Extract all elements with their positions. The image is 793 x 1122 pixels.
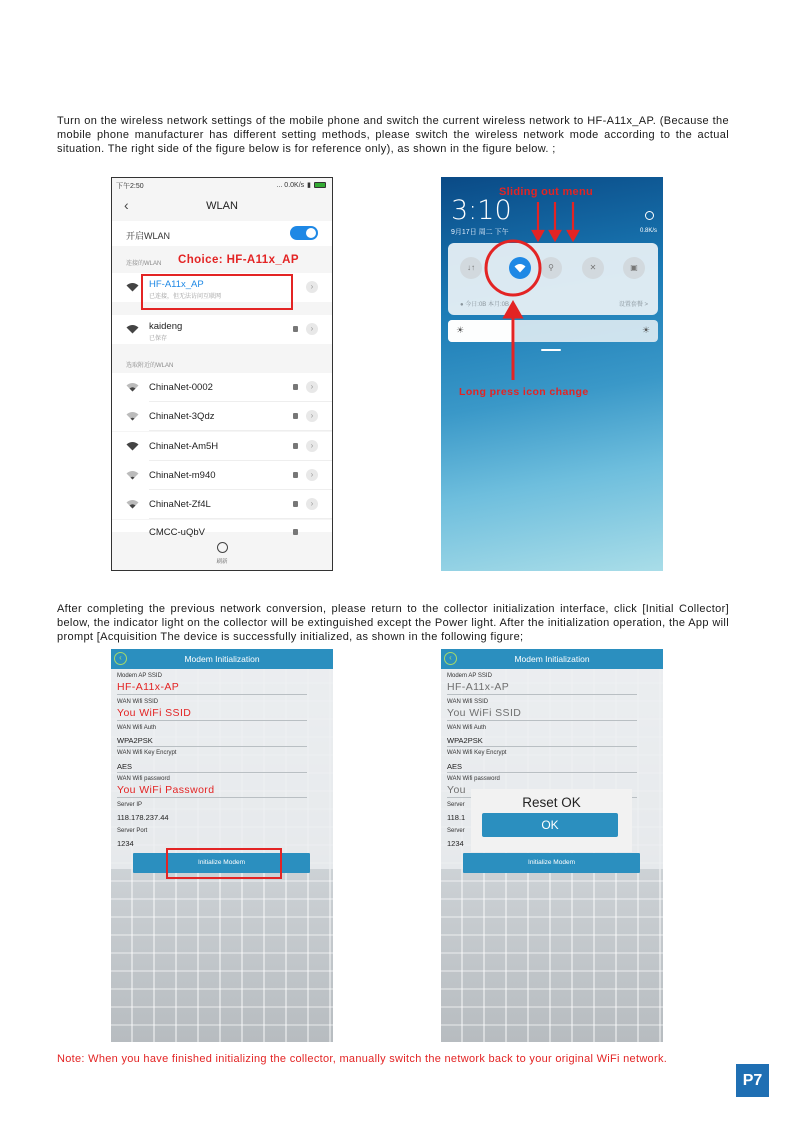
wan-auth-input[interactable]: WPA2PSK xyxy=(447,736,637,747)
lock-icon xyxy=(293,443,298,449)
lock-icon xyxy=(293,413,298,419)
chevron-right-icon[interactable]: › xyxy=(306,281,318,293)
network-status: 已连接，但无法访问互联网 xyxy=(149,294,222,300)
screen-title: WLAN xyxy=(206,200,238,212)
back-icon[interactable]: ‹ xyxy=(444,652,457,665)
network-row-nearby[interactable] xyxy=(112,461,332,490)
field-label: WAN Wifi password xyxy=(447,776,500,782)
arrow-down-icon xyxy=(550,231,560,240)
wlan-toggle-row[interactable] xyxy=(112,221,332,246)
field-label: Server IP xyxy=(117,802,143,808)
network-name: ChinaNet-Am5H xyxy=(149,441,219,452)
intro-paragraph: Turn on the wireless network settings of the mobile phone and switch the current wireless network to HF-A11x_AP. (Because the mobile phone manufacturer has different setting methods, please switch the wireless network mode according to the actual situation. The right side of the figure below is for reference only), as shown in the figure below. ; xyxy=(57,115,729,155)
chevron-right-icon[interactable]: › xyxy=(306,469,318,481)
connected-network-highlight xyxy=(141,274,293,310)
initialize-button-highlight xyxy=(166,848,282,879)
dialog-title: Reset OK xyxy=(522,795,581,810)
plan-settings-link[interactable]: 设置套餐 > xyxy=(618,302,648,308)
initialization-paragraph: After completing the previous network conversion, please return to the collector initialization interface, click [Initial Collector] below, the indicator light on the collector will be extinguished except the Power light. After the initialization operation, the App will prompt [Acquisition The device is successfully initialized, as shown in the following figure; xyxy=(57,603,729,643)
network-row-nearby[interactable] xyxy=(112,432,332,461)
wifi-icon xyxy=(126,499,139,509)
network-name: ChinaNet-0002 xyxy=(149,382,213,393)
annotation-overlay xyxy=(441,177,663,571)
network-name: kaideng xyxy=(149,321,183,332)
page-number-badge: P7 xyxy=(736,1064,769,1097)
sliding-menu-annotation: Sliding out menu xyxy=(499,186,594,198)
dialog-ok-button[interactable]: OK xyxy=(482,813,618,837)
field-label: WAN Wifi Key Encrypt xyxy=(447,750,507,756)
lock-icon xyxy=(293,384,298,390)
status-net-speed: ... 0.0K/s xyxy=(276,181,305,189)
field-label: Modem AP SSID xyxy=(117,673,162,679)
network-row-nearby[interactable] xyxy=(112,490,332,519)
footer-note: Note: When you have finished initializing the collector, manually switch the network back to your original WiFi network. xyxy=(57,1053,668,1065)
modem-ap-ssid-input[interactable]: HF-A11x-AP xyxy=(447,681,637,695)
network-row-nearby[interactable] xyxy=(112,373,332,402)
initialize-modem-button[interactable]: Initialize Modem xyxy=(463,853,640,873)
network-row-saved[interactable] xyxy=(112,315,332,344)
screenshot-toggle-icon[interactable]: ▣ xyxy=(623,257,645,279)
highlight-circle xyxy=(486,241,540,295)
sun-icon: ☀ xyxy=(641,325,650,335)
wifi-icon xyxy=(126,411,139,421)
wan-password-input[interactable]: You WiFi Password xyxy=(117,784,307,798)
data-usage-text: ● 今日:0B 本月:0B xyxy=(460,302,509,308)
modem-init-screen-before xyxy=(111,649,333,1042)
chevron-right-icon[interactable]: › xyxy=(306,410,318,422)
field-label: WAN Wifi SSID xyxy=(117,699,159,705)
modem-ap-ssid-input[interactable]: HF-A11x-AP xyxy=(117,681,307,695)
status-bar-right xyxy=(277,181,326,189)
chevron-right-icon[interactable]: › xyxy=(306,381,318,393)
wan-ssid-input[interactable]: You WiFi SSID xyxy=(117,707,307,721)
refresh-button[interactable] xyxy=(112,542,332,565)
lock-icon xyxy=(293,501,298,507)
lock-date: 9月17日 周二 下午 xyxy=(451,229,509,236)
wifi-icon xyxy=(126,441,139,451)
sun-icon: ☀ xyxy=(456,325,465,335)
app-header-title: Modem Initialization xyxy=(184,654,260,664)
arrow-up-icon xyxy=(505,303,521,317)
chevron-right-icon[interactable]: › xyxy=(306,440,318,452)
field-label: WAN Wifi Auth xyxy=(447,725,487,731)
wlan-toggle-label: 开启WLAN xyxy=(126,231,171,241)
lock-icon xyxy=(293,529,298,535)
app-header-title: Modem Initialization xyxy=(514,654,590,664)
field-label: Server Port xyxy=(117,828,148,834)
control-center-screenshot xyxy=(441,177,663,571)
arrow-down-icon xyxy=(568,231,578,240)
initialize-modem-button[interactable]: Initialize Modem xyxy=(133,853,310,873)
field-label: WAN Wifi SSID xyxy=(447,699,489,705)
data-toggle-icon[interactable]: ↓↑ xyxy=(460,257,482,279)
choice-annotation: Choice: HF-A11x_AP xyxy=(178,254,299,266)
wan-ssid-input[interactable]: You WiFi SSID xyxy=(447,707,637,721)
network-status: 已保存 xyxy=(149,336,168,342)
down-arrows xyxy=(533,202,578,240)
app-header xyxy=(441,649,663,669)
refresh-icon xyxy=(217,542,228,553)
connected-section-header: 连接的WLAN xyxy=(126,261,162,267)
network-name: HF-A11x_AP xyxy=(149,279,204,290)
lock-icon xyxy=(293,472,298,478)
server-port-input[interactable]: 1234 xyxy=(117,839,134,848)
long-press-annotation: Long press icon change xyxy=(459,386,589,398)
refresh-label: 刷新 xyxy=(216,559,228,565)
status-net-speed: 0.8K/s xyxy=(639,228,657,234)
battery-icon xyxy=(314,182,326,188)
status-time: 下午2:50 xyxy=(116,183,144,190)
signal-icon: ▮ xyxy=(307,182,311,189)
up-arrow xyxy=(505,303,521,380)
flashlight-toggle-icon[interactable]: ⚲ xyxy=(540,257,562,279)
network-name: ChinaNet-3Qdz xyxy=(149,411,215,422)
field-label: WAN Wifi Key Encrypt xyxy=(117,750,177,756)
server-ip-input[interactable]: 118.178.237.44 xyxy=(117,813,169,822)
wlan-settings-screenshot xyxy=(111,177,333,571)
field-label: WAN Wifi password xyxy=(117,776,170,782)
wan-encrypt-input[interactable]: AES xyxy=(117,762,307,773)
wifi-icon xyxy=(126,382,139,392)
lock-clock: 3:10 xyxy=(451,195,512,226)
modem-init-screen-after xyxy=(441,649,663,1042)
back-icon[interactable]: ‹ xyxy=(114,652,127,665)
field-label: Modem AP SSID xyxy=(447,673,492,679)
app-header xyxy=(111,649,333,669)
network-row-nearby[interactable] xyxy=(112,520,332,538)
network-name: CMCC-uQbV xyxy=(149,527,205,538)
server-ip-input[interactable]: 118.1 xyxy=(447,813,466,822)
arrow-down-icon xyxy=(533,231,543,240)
lock-icon xyxy=(293,326,298,332)
wifi-icon xyxy=(126,282,139,292)
network-name: ChinaNet-Zf4L xyxy=(149,499,211,510)
server-port-input[interactable]: 1234 xyxy=(447,839,464,848)
wan-encrypt-input[interactable]: AES xyxy=(447,762,637,773)
row-divider xyxy=(149,518,332,519)
nearby-section-header: 选取附近的WLAN xyxy=(126,363,174,369)
network-name: ChinaNet-m940 xyxy=(149,470,216,481)
wlan-toggle-switch[interactable] xyxy=(290,226,318,240)
reset-ok-dialog xyxy=(471,789,632,852)
field-label: Server xyxy=(447,802,465,808)
wan-password-input[interactable]: You xyxy=(447,784,637,798)
wan-auth-input[interactable]: WPA2PSK xyxy=(117,736,307,747)
wifi-icon xyxy=(126,470,139,480)
row-divider xyxy=(149,430,332,431)
network-row-nearby[interactable] xyxy=(112,402,332,431)
mute-toggle-icon[interactable]: ✕ xyxy=(582,257,604,279)
back-arrow-icon[interactable]: ‹ xyxy=(124,197,129,213)
field-label: Server xyxy=(447,828,465,834)
field-label: WAN Wifi Auth xyxy=(117,725,157,731)
chevron-right-icon[interactable]: › xyxy=(306,323,318,335)
wifi-icon xyxy=(126,324,139,334)
chevron-right-icon[interactable]: › xyxy=(306,498,318,510)
